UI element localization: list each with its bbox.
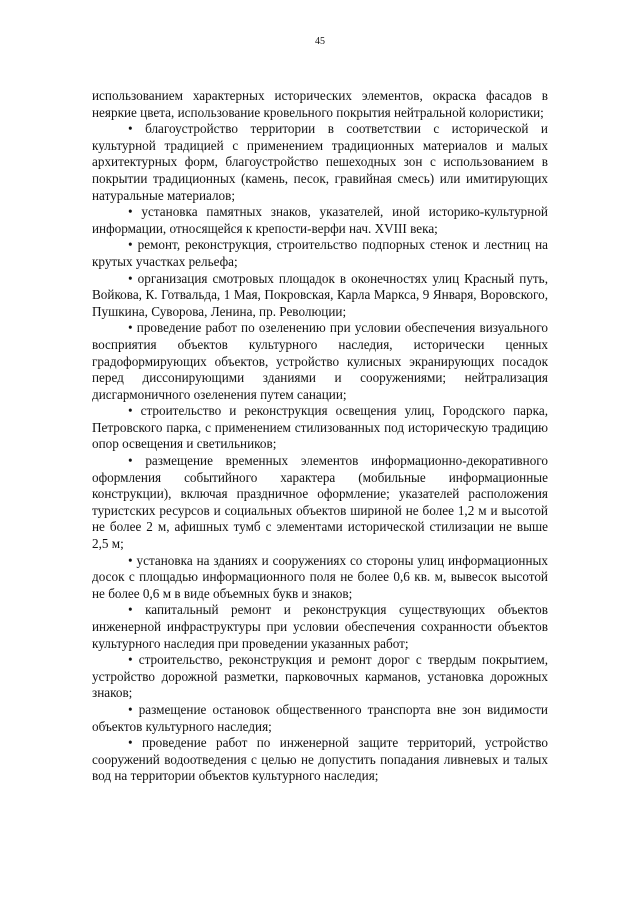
- list-item: • установка памятных знаков, указателей, иной историко-культурной информации, относящейся к крепости-верфи нач. XVIII века;: [92, 204, 548, 236]
- document-body: [92, 88, 548, 785]
- list-item: • организация смотровых площадок в оконечностях улиц Красный путь, Войкова, К. Готвальда, 1 Мая, Покровская, Карла Маркса, 9 Января, Воровского, Пушкина, Суворова, Ленина, пр. Революции;: [92, 270, 548, 319]
- page-number: 45: [315, 36, 325, 47]
- list-item: • капитальный ремонт и реконструкция существующих объектов инженерной инфраструктуры при условии обеспечения сохранности объектов культурного наследия при проведении указанных работ;: [92, 602, 548, 651]
- list-item: • размещение остановок общественного транспорта вне зон видимости объектов культурного наследия;: [92, 701, 548, 734]
- list-item: • проведение работ по инженерной защите территорий, устройство сооружений водоотведения с целью не допустить попадания ливневых и талых вод на территории объектов культурного наследия;: [92, 735, 548, 784]
- list-item: • установка на зданиях и сооружениях со стороны улиц информационных досок с площадью информационного поля не более 0,6 кв. м, вывесок высотой не более 0,6 м в виде объемных букв и знаков;: [92, 552, 548, 601]
- list-item: • проведение работ по озеленению при условии обеспечения визуального восприятия объектов культурного наследия, исторически ценных градоформирующих объектов, устройство кулисных экранирующих посадок перед диссонирующими зданиями и сооружениями; нейтрализация дисгармоничного озеленения путем санации;: [92, 320, 548, 402]
- list-item: • строительство и реконструкция освещения улиц, Городского парка, Петровского парка, с применением стилизованных под историческую традицию опор освещения и светильников;: [92, 403, 548, 452]
- list-item: • строительство, реконструкция и ремонт дорог с твердым покрытием, устройство дорожной разметки, парковочных карманов, установка дорожных знаков;: [92, 652, 548, 701]
- list-item: • благоустройство территории в соответствии с исторической и культурной традицией с применением традиционных материалов и малых архитектурных форм, благоустройство пешеходных зон с использованием в покрытии традиционных (камень, песок, гравийная смесь) или имитирующих натуральные материалов;: [92, 121, 548, 203]
- continuation-paragraph: использованием характерных исторических элементов, окраска фасадов в неяркие цвета, использование кровельного покрытия нейтральной колористики;: [92, 88, 548, 120]
- list-item: • ремонт, реконструкция, строительство подпорных стенок и лестниц на крутых участках рельефа;: [92, 237, 548, 269]
- list-item: • размещение временных элементов информационно-декоративного оформления событийного характера (мобильные информационные конструкции), включая праздничное оформление; указателей расположения туристских ресурсов и социальных объектов шириной не более 1,2 м и высотой не более 2 м, афишных тумб с элементами исторической стилизации не выше 2,5 м;: [92, 453, 548, 552]
